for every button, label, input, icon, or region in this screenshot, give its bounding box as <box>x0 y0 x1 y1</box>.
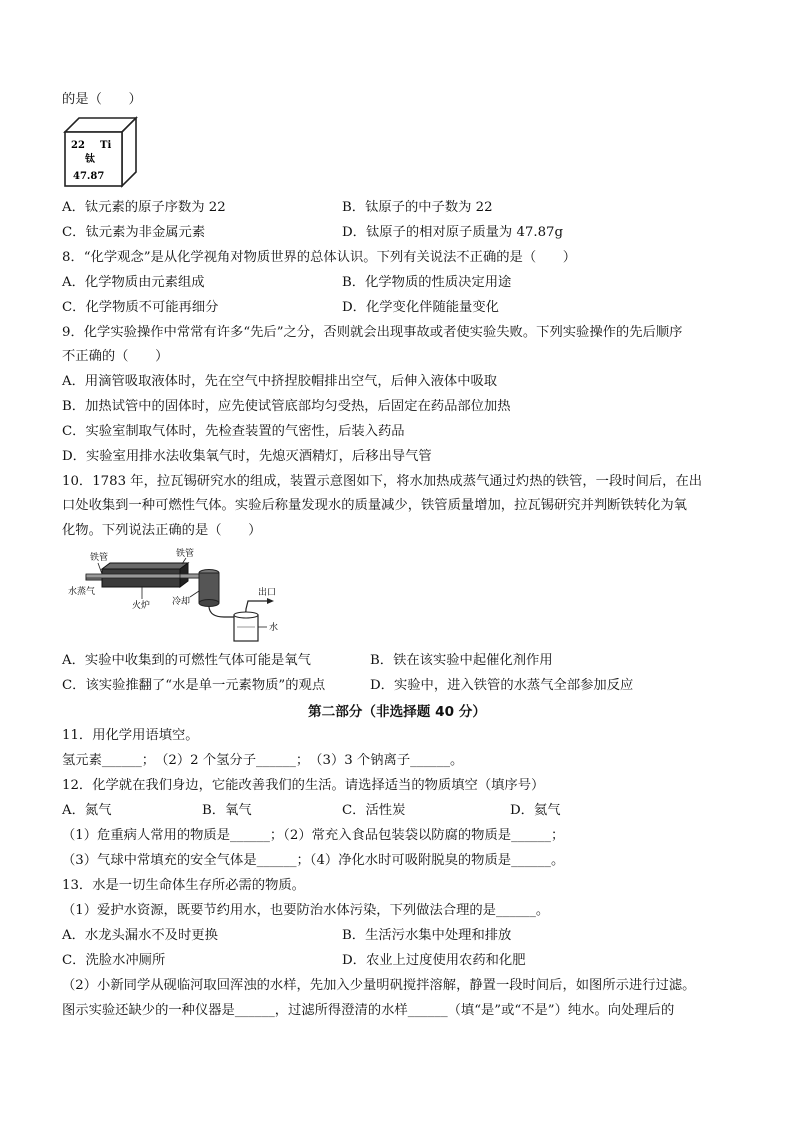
q9-option-c: C．实验室制取气体时，先检查装置的气密性，后装入药品 <box>62 424 405 439</box>
q9-stem-line2: 不正确的（ ） <box>62 349 169 364</box>
q7-option-d: D．钛原子的相对原子质量为 47.87g <box>342 225 564 240</box>
q8-option-a: A．化学物质由元素组成 <box>62 275 205 290</box>
q12-choice-c: C．活性炭 <box>342 803 406 818</box>
q9-stem-line1: 9．化学实验操作中常常有许多“先后”之分，否则就会出现事故或者使实验失败。下列实验操作的先后顺序 <box>62 325 683 340</box>
q13-sub1: （1）爱护水资源，既要节约用水，也要防治水体污染，下列做法合理的是______。 <box>62 903 550 918</box>
lavoisier-apparatus-diagram <box>62 547 292 647</box>
label-iron-tube-left: 铁管 <box>90 553 109 563</box>
q11-stem: 11．用化学用语填空。 <box>62 728 199 743</box>
q13-option-c: C．洗脸水冲厕所 <box>62 953 166 968</box>
tile-atomic-mass: 47.87 <box>73 171 105 182</box>
label-iron-tube-right: 铁管 <box>176 549 195 559</box>
q8-option-c: C．化学物质不可能再细分 <box>62 300 219 315</box>
cooling-vessel <box>199 573 219 603</box>
q9-option-b: B．加热试管中的固体时，应先使试管底部均匀受热，后固定在药品部位加热 <box>62 399 511 414</box>
q12-choice-d: D．氦气 <box>510 803 561 818</box>
q7-option-b: B．钛原子的中子数为 22 <box>342 200 493 215</box>
q9-option-a: A．用滴管吸取液体时，先在空气中挤捏胶帽排出空气，后伸入液体中吸取 <box>62 374 498 389</box>
q12-choice-b: B．氧气 <box>202 803 252 818</box>
q12-line1: （1）危重病人常用的物质是______；（2）常充入食品包装袋以防腐的物质是______； <box>62 828 565 843</box>
label-water: 水 <box>269 623 279 633</box>
titanium-element-tile <box>62 114 142 190</box>
q10-option-b: B．铁在该实验中起催化剂作用 <box>370 653 553 668</box>
label-cooling: 冷却 <box>172 597 191 607</box>
label-outlet: 出口 <box>258 588 277 598</box>
q7-option-a: A．钛元素的原子序数为 22 <box>62 200 226 215</box>
q13-stem: 13．水是一切生命体生存所必需的物质。 <box>62 878 305 893</box>
q9-option-d: D．实验室用排水法收集氧气时，先熄灭酒精灯，后移出导气管 <box>62 449 432 464</box>
q7-stem-tail: 的是（ ） <box>62 92 142 107</box>
q13-option-d: D．农业上过度使用农药和化肥 <box>342 953 526 968</box>
tile-symbol: Ti <box>100 140 112 151</box>
part2-heading: 第二部分（非选择题 40 分） <box>308 704 486 720</box>
q12-line2: （3）气球中常填充的安全气体是______；（4）净化水时可吸附脱臭的物质是______。 <box>62 853 565 868</box>
label-furnace: 火炉 <box>132 601 151 611</box>
q10-option-a: A．实验中收集到的可燃性气体可能是氧气 <box>62 653 311 668</box>
tile-atomic-number: 22 <box>71 140 85 151</box>
q10-option-d: D．实验中，进入铁管的水蒸气全部参加反应 <box>370 678 634 693</box>
q8-stem: 8．“化学观念”是从化学视角对物质世界的总体认识。下列有关说法不正确的是（ ） <box>62 250 577 265</box>
q10-option-c: C．该实验推翻了“水是单一元素物质”的观点 <box>62 678 326 693</box>
q7-option-c: C．钛元素为非金属元素 <box>62 225 206 240</box>
label-water-vapor: 水蒸气 <box>68 587 96 597</box>
q12-stem: 12．化学就在我们身边，它能改善我们的生活。请选择适当的物质填空（填序号） <box>62 778 545 793</box>
water-trough <box>234 615 258 641</box>
q8-option-b: B．化学物质的性质决定用途 <box>342 275 512 290</box>
q11-fill-line: 氢元素______； （2）2 个氢分子______； （3）3 个钠离子______。 <box>62 753 464 768</box>
q8-option-d: D．化学变化伴随能量变化 <box>342 300 499 315</box>
q10-stem-line3: 化物。下列说法正确的是（ ） <box>62 523 262 538</box>
tile-element-name: 钛 <box>85 154 95 165</box>
q13-sub2-line2: 图示实验还缺少的一种仪器是______，过滤所得澄清的水样______（填“是”或“不是”）纯水。向处理后的 <box>62 1003 675 1018</box>
q13-option-a: A．水龙头漏水不及时更换 <box>62 928 218 943</box>
q13-sub2-line1: （2）小新同学从砚临河取回浑浊的水样，先加入少量明矾搅拌溶解，静置一段时间后，如图所示进行过滤。 <box>62 978 696 993</box>
q12-choice-a: A．氮气 <box>62 803 112 818</box>
q10-stem-line2: 口处收集到一种可燃性气体。实验后称量发现水的质量减少，铁管质量增加，拉瓦锡研究并判断铁转化为氧 <box>62 498 687 513</box>
q13-option-b: B．生活污水集中处理和排放 <box>342 928 512 943</box>
q10-stem-line1: 10．1783 年，拉瓦锡研究水的组成，装置示意图如下，将水加热成蒸气通过灼热的铁管，一段时间后，在出 <box>62 474 703 489</box>
